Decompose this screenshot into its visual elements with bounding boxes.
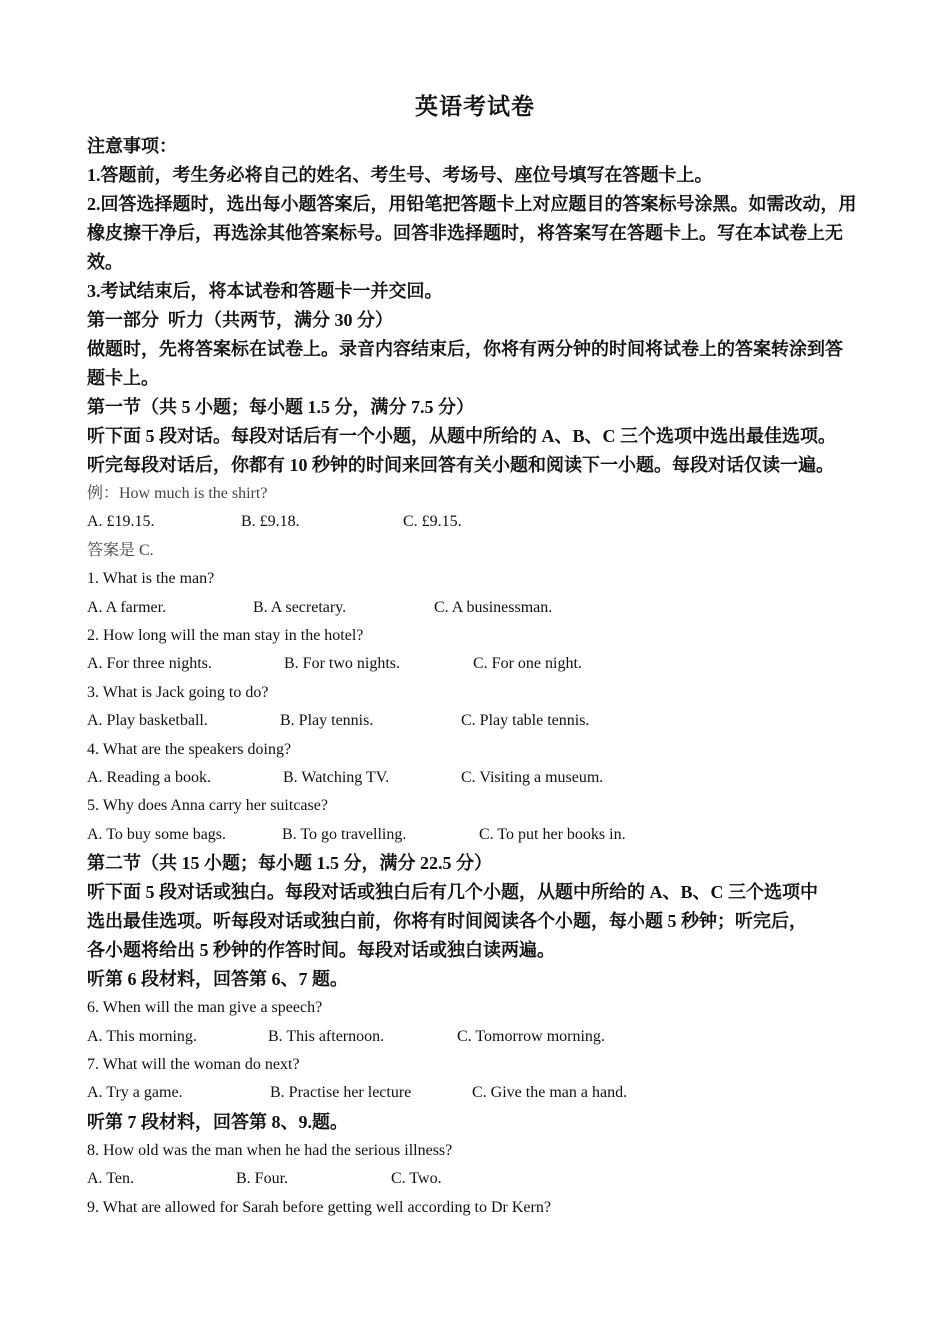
section1-instruction-1: 听下面 5 段对话。每段对话后有一个小题，从题中所给的 A、B、C 三个选项中选出最佳选项。 [87,426,836,446]
question-9: 9. What are allowed for Sarah before getting well according to Dr Kern? [87,1198,551,1216]
question-2-options [87,650,887,678]
q1-option-a: A. A farmer. [87,598,167,616]
q2-option-c: C. For one night. [473,655,582,673]
question-1: 1. What is the man? [87,570,215,588]
question-3-options [87,707,887,735]
q5-option-c: C. To put her books in. [479,825,626,843]
example-answer: 答案是 C. [87,541,154,559]
q1-option-c: C. A businessman. [434,598,553,616]
question-3: 3. What is Jack going to do? [87,683,269,701]
question-5-options [87,821,887,849]
q8-option-b: B. Four. [236,1170,289,1188]
q4-option-b: B. Watching TV. [283,769,390,786]
q3-option-b: B. Play tennis. [280,712,374,730]
q6-option-b: B. This afternoon. [268,1027,385,1045]
q7-option-a: A. Try a game. [87,1084,183,1102]
section2-instruction-2: 选出最佳选项。听每段对话或独白前，你将有时间阅读各个小题，每小题 5 秒钟；听完后， [87,911,807,932]
q3-option-a: A. Play basketball. [87,712,208,730]
example-question: 例：How much is the shirt? [87,485,268,502]
question-7-options [87,1079,887,1107]
q5-option-a: A. To buy some bags. [87,825,227,843]
q4-option-a: A. Reading a book. [87,769,211,786]
q1-option-b: B. A secretary. [253,598,347,616]
notes-heading: 注意事项： [87,136,177,156]
question-8-options [87,1165,887,1193]
q7-option-c: C. Give the man a hand. [472,1084,628,1102]
q8-option-c: C. Two. [391,1170,442,1188]
section2-heading: 第二节（共 15 小题；每小题 1.5 分，满分 22.5 分） [87,853,492,874]
example-option-a: A. £19.15. [87,513,155,531]
q2-option-b: B. For two nights. [284,655,401,673]
page-title: 英语考试卷 [415,94,535,119]
example-option-c: C. £9.15. [403,513,462,531]
q5-option-b: B. To go travelling. [282,825,407,843]
q8-option-a: A. Ten. [87,1170,135,1188]
section1-heading: 第一节（共 5 小题；每小题 1.5 分，满分 7.5 分） [87,397,474,417]
example-options [87,508,887,536]
q7-option-b: B. Practise her lecture [270,1084,412,1102]
q3-option-c: C. Play table tennis. [461,712,590,730]
note-item-3: 3.考试结束后，将本试卷和答题卡一并交回。 [87,281,443,301]
question-7: 7. What will the woman do next? [87,1055,300,1073]
note-item-2: 2.回答选择题时，选出每小题答案后，用铅笔把答题卡上对应题目的答案标号涂黑。如需改动，用橡皮擦干净后，再选涂其他答案标号。回答非选择题时，将答案写在答题卡上。写在本试卷上无效。 [87,194,857,272]
question-8: 8. How old was the man when he had the serious illness? [87,1141,453,1159]
question-6: 6. When will the man give a speech? [87,999,323,1017]
section2-instruction-1: 听下面 5 段对话或独白。每段对话或独白后有几个小题，从题中所给的 A、B、C 三个选项中 [87,882,818,903]
question-1-options [87,594,887,622]
notes-block [87,132,887,1222]
question-6-options [87,1023,887,1051]
question-4: 4. What are the speakers doing? [87,740,292,758]
q6-option-c: C. Tomorrow morning. [457,1027,605,1045]
example-option-b: B. £9.18. [241,513,300,531]
question-2: 2. How long will the man stay in the hotel? [87,627,364,644]
section1-instruction-2: 听完每段对话后，你都有 10 秒钟的时间来回答有关小题和阅读下一小题。每段对话仅读一遍。 [87,455,834,475]
question-5: 5. Why does Anna carry her suitcase? [87,797,328,815]
part1-heading: 第一部分 听力（共两节，满分 30 分） [87,310,393,330]
question-4-options [87,764,887,792]
part1-instruction: 做题时，先将答案标在试卷上。录音内容结束后，你将有两分钟的时间将试卷上的答案转涂到答题卡上。 [87,339,843,388]
q4-option-c: C. Visiting a museum. [461,769,604,786]
material-6-heading: 听第 6 段材料，回答第 6、7 题。 [87,969,348,990]
q2-option-a: A. For three nights. [87,655,212,673]
material-7-heading: 听第 7 段材料，回答第 8、9.题。 [87,1111,348,1132]
q6-option-a: A. This morning. [87,1027,197,1045]
section2-instruction-3: 各小题将给出 5 秒钟的作答时间。每段对话或独白读两遍。 [87,940,555,961]
note-item-1: 1.答题前，考生务必将自己的姓名、考生号、考场号、座位号填写在答题卡上。 [87,165,713,185]
